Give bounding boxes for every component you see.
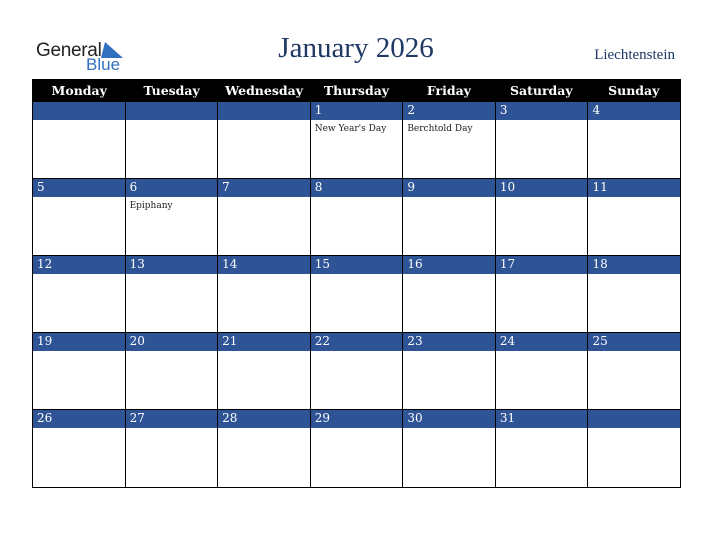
day-cell[interactable] [126, 410, 219, 487]
holiday-label: Epiphany [129, 201, 173, 211]
day-cell[interactable] [496, 179, 589, 256]
day-cell[interactable] [126, 333, 219, 410]
day-cell[interactable] [588, 256, 680, 333]
weekday-header-row [33, 80, 680, 102]
day-cell[interactable] [126, 179, 219, 256]
day-number: 29 [314, 411, 331, 425]
day-number-band [496, 102, 588, 120]
day-number-band [126, 102, 218, 120]
day-number-band [311, 179, 403, 197]
logo-text-blue: Blue [86, 55, 121, 74]
day-number: 22 [314, 334, 331, 348]
page-title: January 2026 [278, 32, 434, 64]
day-number: 30 [407, 411, 423, 425]
day-cell[interactable] [33, 179, 126, 256]
day-number: 11 [592, 180, 608, 194]
logo-text-general: General [36, 40, 102, 61]
day-cell[interactable] [33, 256, 126, 333]
weekday-header: Monday [51, 83, 107, 98]
day-number: 23 [407, 334, 423, 348]
day-number: 5 [37, 180, 45, 194]
day-number: 14 [222, 257, 238, 271]
day-number: 18 [592, 257, 608, 271]
day-cell[interactable] [218, 102, 311, 179]
day-cell[interactable] [311, 256, 404, 333]
weekday-header: Saturday [509, 83, 573, 98]
day-number-band [126, 179, 218, 197]
day-number: 10 [499, 180, 516, 194]
day-cell[interactable] [33, 333, 126, 410]
day-number: 27 [129, 411, 145, 425]
week-row [33, 410, 680, 487]
day-number: 2 [407, 103, 415, 117]
day-number-band [218, 102, 310, 120]
day-cell[interactable] [218, 410, 311, 487]
day-cell[interactable] [588, 333, 680, 410]
day-cell[interactable] [588, 102, 680, 179]
day-number-band [588, 102, 680, 120]
weekday-header: Sunday [608, 83, 660, 98]
day-number: 24 [499, 334, 516, 348]
day-number: 21 [222, 334, 238, 348]
day-number: 28 [222, 411, 238, 425]
day-number: 4 [592, 103, 601, 117]
week-row [33, 333, 680, 410]
day-cell[interactable] [496, 102, 589, 179]
day-cell[interactable] [311, 102, 404, 179]
day-cell[interactable] [403, 179, 496, 256]
day-number: 13 [129, 257, 145, 271]
day-number: 15 [314, 257, 331, 271]
day-cell[interactable] [126, 256, 219, 333]
weekday-header: Wednesday [225, 83, 303, 98]
day-number: 31 [499, 411, 516, 425]
day-number-band [588, 410, 680, 428]
day-cell[interactable] [33, 410, 126, 487]
day-number-band [33, 102, 125, 120]
day-cell[interactable] [218, 333, 311, 410]
day-cell[interactable] [403, 256, 496, 333]
day-cell[interactable] [311, 333, 404, 410]
day-cell[interactable] [33, 102, 126, 179]
day-cell[interactable] [403, 333, 496, 410]
day-number: 12 [37, 257, 53, 271]
weekday-header: Thursday [323, 83, 390, 98]
day-cell[interactable] [496, 333, 589, 410]
day-cell[interactable] [126, 102, 219, 179]
day-number-band [403, 179, 495, 197]
day-cell[interactable] [403, 102, 496, 179]
day-number: 19 [37, 334, 53, 348]
day-cell[interactable] [403, 410, 496, 487]
day-number-band [403, 102, 495, 120]
day-number: 6 [129, 180, 138, 194]
holiday-label: New Year's Day [314, 124, 387, 134]
day-number: 25 [592, 334, 608, 348]
day-cell[interactable] [311, 179, 404, 256]
day-number: 16 [407, 257, 423, 271]
day-cell[interactable] [496, 410, 589, 487]
day-number: 20 [129, 334, 145, 348]
week-row [33, 179, 680, 256]
day-number: 26 [37, 411, 53, 425]
country-label: Liechtenstein [594, 47, 675, 63]
day-number: 3 [499, 103, 508, 117]
weekday-header: Tuesday [143, 83, 200, 98]
week-row [33, 256, 680, 333]
calendar-grid [32, 79, 681, 488]
calendar-weeks [33, 102, 680, 487]
week-row [33, 102, 680, 179]
day-cell[interactable] [588, 410, 680, 487]
day-number-band [33, 179, 125, 197]
day-number-band [311, 102, 403, 120]
day-cell[interactable] [311, 410, 404, 487]
day-number: 1 [314, 103, 323, 117]
day-number-band [218, 179, 310, 197]
day-number: 7 [222, 180, 230, 194]
day-cell[interactable] [496, 256, 589, 333]
weekday-header: Friday [426, 83, 471, 98]
day-number: 8 [314, 180, 323, 194]
day-number: 17 [499, 257, 516, 271]
day-cell[interactable] [218, 256, 311, 333]
day-cell[interactable] [218, 179, 311, 256]
day-cell[interactable] [588, 179, 680, 256]
holiday-label: Berchtold Day [407, 124, 473, 134]
day-number: 9 [407, 180, 415, 194]
